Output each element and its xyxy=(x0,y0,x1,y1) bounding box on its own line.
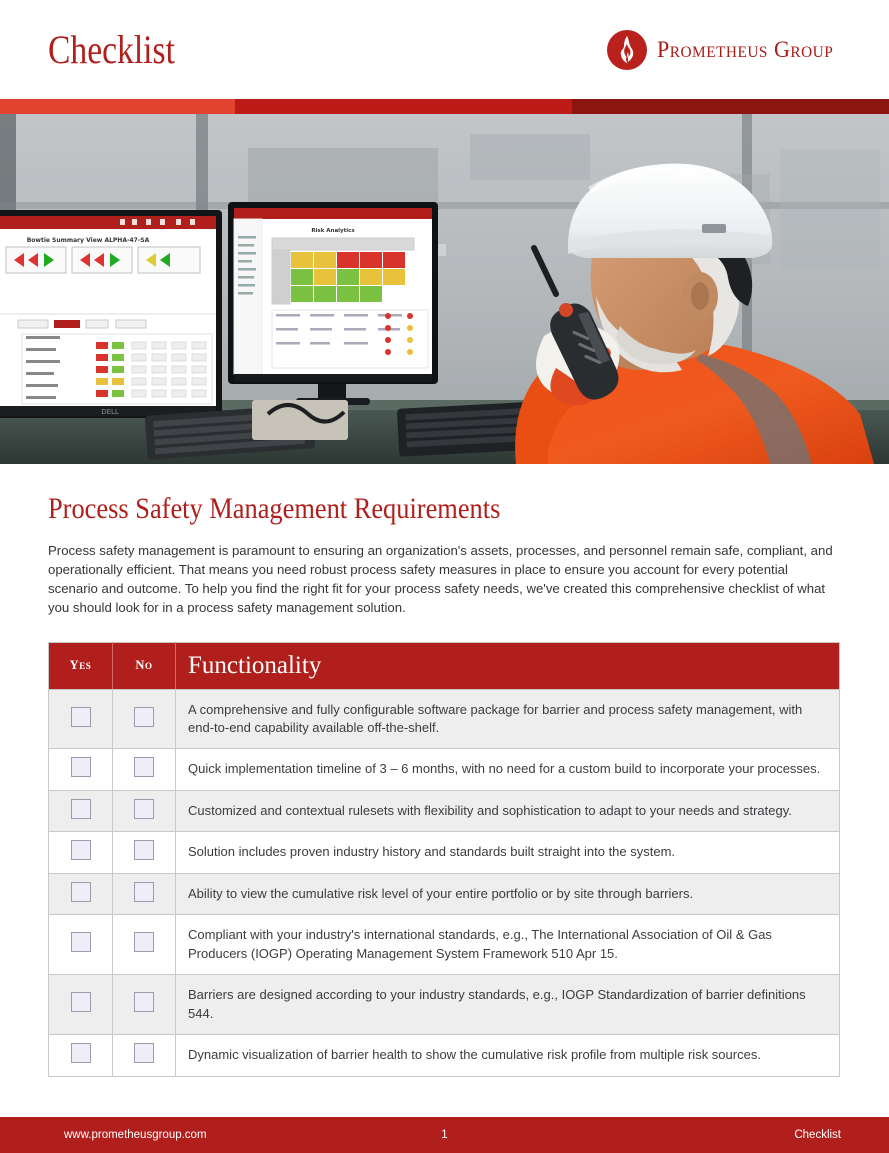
table-row xyxy=(49,790,840,831)
table-header-row xyxy=(49,642,840,689)
footer-website[interactable]: www.prometheusgroup.com xyxy=(64,1129,207,1141)
yes-cell[interactable] xyxy=(49,689,113,749)
no-cell[interactable] xyxy=(113,1035,176,1076)
no-cell[interactable] xyxy=(113,873,176,914)
flame-in-circle-icon xyxy=(606,29,648,71)
yes-checkbox-4[interactable] xyxy=(71,840,91,860)
main-content xyxy=(0,464,889,1077)
functionality-text: Quick implementation timeline of 3 – 6 months, with no need for a custom build to incorporate your processes. xyxy=(176,749,840,790)
no-checkbox-3[interactable] xyxy=(134,799,154,819)
column-header-functionality: Functionality xyxy=(176,642,840,689)
page-title: Checklist xyxy=(48,26,175,72)
functionality-text: Ability to view the cumulative risk level of your entire portfolio or by site through barriers. xyxy=(176,873,840,914)
brand-name: Prometheus Group xyxy=(657,36,834,62)
yes-cell[interactable] xyxy=(49,1035,113,1076)
table-header xyxy=(49,642,840,689)
yes-checkbox-2[interactable] xyxy=(71,757,91,777)
table-row xyxy=(49,975,840,1035)
svg-text:Risk Analytics: Risk Analytics xyxy=(311,228,355,234)
table-row xyxy=(49,749,840,790)
accent-segment-light xyxy=(0,99,235,114)
no-cell[interactable] xyxy=(113,689,176,749)
intro-paragraph: Process safety management is paramount to ensuring an organization's assets, processes, and personnel remain safe, compliant, and operationally efficient. That means you need robust process safety measures in place to ensure you account for every potential scenario and outcome. To help you find the right fit for your process safety needs, we've created this comprehensive checklist of what you should look for in a process safety management solution. xyxy=(48,543,833,616)
svg-text:DELL: DELL xyxy=(101,408,119,416)
no-checkbox-6[interactable] xyxy=(134,932,154,952)
yes-cell[interactable] xyxy=(49,749,113,790)
functionality-text: Customized and contextual rulesets with flexibility and sophistication to adapt to your needs and strategy. xyxy=(176,790,840,831)
footer-doc-type: Checklist xyxy=(794,1129,841,1141)
requirements-checklist-table xyxy=(48,642,840,1077)
yes-cell[interactable] xyxy=(49,790,113,831)
no-cell[interactable] xyxy=(113,915,176,975)
accent-segment-mid xyxy=(235,99,572,114)
yes-checkbox-6[interactable] xyxy=(71,932,91,952)
no-checkbox-1[interactable] xyxy=(134,707,154,727)
no-checkbox-2[interactable] xyxy=(134,757,154,777)
no-checkbox-5[interactable] xyxy=(134,882,154,902)
yes-checkbox-3[interactable] xyxy=(71,799,91,819)
functionality-text: Barriers are designed according to your industry standards, e.g., IOGP Standardization of barrier definitions 544. xyxy=(176,975,840,1035)
svg-text:Bowtie Summary View ALPHA-47-S: Bowtie Summary View ALPHA-47-SA xyxy=(26,237,150,244)
table-body xyxy=(49,689,840,1076)
no-cell[interactable] xyxy=(113,832,176,873)
page-header xyxy=(0,0,889,99)
functionality-text: Dynamic visualization of barrier health to show the cumulative risk profile from multiple risk sources. xyxy=(176,1035,840,1076)
table-row xyxy=(49,689,840,749)
yes-cell[interactable] xyxy=(49,915,113,975)
yes-checkbox-7[interactable] xyxy=(71,992,91,1012)
brand-logo xyxy=(606,29,841,71)
no-checkbox-7[interactable] xyxy=(134,992,154,1012)
yes-cell[interactable] xyxy=(49,832,113,873)
functionality-text: Compliant with your industry's international standards, e.g., The International Association of Oil & Gas Producers (IOGP) Operating Management System Framework 510 Apr 15. xyxy=(176,915,840,975)
table-row xyxy=(49,873,840,914)
table-row xyxy=(49,915,840,975)
table-row xyxy=(49,832,840,873)
yes-checkbox-5[interactable] xyxy=(71,882,91,902)
column-header-yes: Yes xyxy=(49,642,113,689)
table-row xyxy=(49,1035,840,1076)
no-cell[interactable] xyxy=(113,749,176,790)
footer-page-number: 1 xyxy=(441,1129,448,1141)
section-title: Process Safety Management Requirements xyxy=(48,492,501,525)
yes-checkbox-1[interactable] xyxy=(71,707,91,727)
column-header-no: No xyxy=(113,642,176,689)
no-checkbox-8[interactable] xyxy=(134,1043,154,1063)
no-cell[interactable] xyxy=(113,975,176,1035)
functionality-text: Solution includes proven industry history and standards built straight into the system. xyxy=(176,832,840,873)
yes-cell[interactable] xyxy=(49,873,113,914)
accent-segment-dark xyxy=(572,99,889,114)
functionality-text: A comprehensive and fully configurable software package for barrier and process safety management, with end-to-end capability available off-the-shelf. xyxy=(176,689,840,749)
yes-checkbox-8[interactable] xyxy=(71,1043,91,1063)
no-cell[interactable] xyxy=(113,790,176,831)
no-checkbox-4[interactable] xyxy=(134,840,154,860)
yes-cell[interactable] xyxy=(49,975,113,1035)
hero-image xyxy=(0,114,889,464)
accent-color-bar xyxy=(0,99,889,114)
page-footer xyxy=(0,1117,889,1153)
